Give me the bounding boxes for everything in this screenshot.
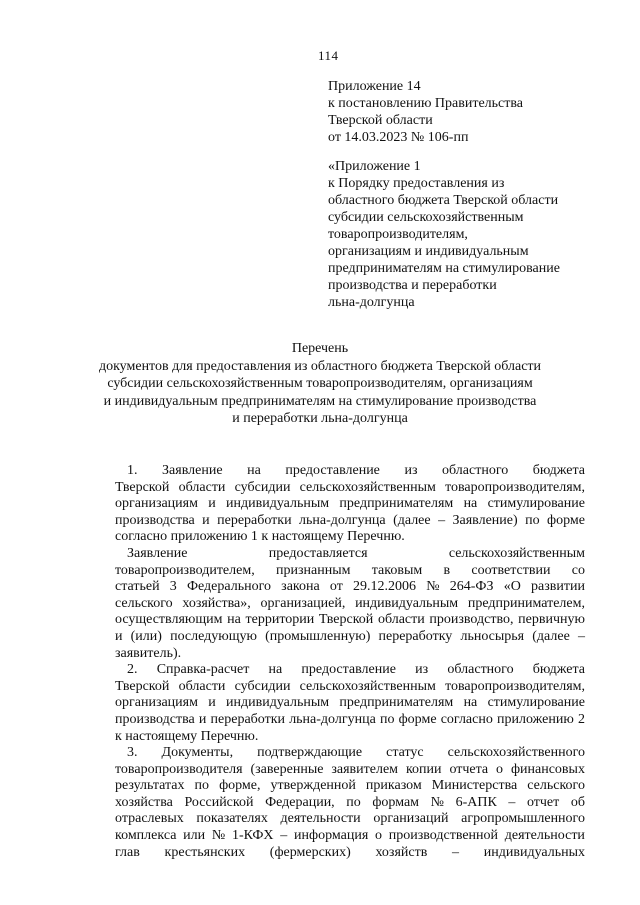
annex-inner-line: областного бюджета Тверской области <box>328 193 559 208</box>
annex-inner-line: предпринимателям на стимулирование <box>328 261 560 276</box>
annex-header <box>328 78 618 311</box>
body-line: Тверской области субсидии сельскохозяйственным товаропроизводителям, <box>115 678 585 694</box>
page-number: 114 <box>318 48 339 63</box>
annex-inner-line: «Приложение 1 <box>328 159 421 174</box>
body-line: результатах по форме, утвержденной приказом Министерства сельского <box>115 778 585 794</box>
body-line: товаропроизводителя (заверенные заявителем копии отчета о финансовых <box>115 761 585 777</box>
title-line: и переработки льна-долгунца <box>232 411 408 426</box>
title-line: и индивидуальным предпринимателям на стимулирование производства <box>103 393 537 409</box>
annex-inner-line: товаропроизводителям, <box>328 227 468 242</box>
body-line: к настоящему Перечню. <box>115 728 259 744</box>
annex-line: Тверской области <box>328 113 433 128</box>
body-line: 3. Документы, подтверждающие статус сельскохозяйственного <box>127 745 585 761</box>
title-line: документов для предоставления из областного бюджета Тверской области <box>98 358 542 374</box>
body-line: 2. Справка-расчет на предоставление из областного бюджета <box>127 662 585 678</box>
annex-inner-line: производства и переработки <box>328 278 497 293</box>
body-line: и (или) последующую (промышленную) переработку льносырья (далее – <box>115 628 585 644</box>
annex-inner-line: субсидии сельскохозяйственным <box>328 210 524 225</box>
body-line: комплекса или № 1-КФХ – информация о производственной деятельности <box>115 828 585 844</box>
document-title <box>60 340 580 428</box>
annex-inner-line: к Порядку предоставления из <box>328 176 505 191</box>
body-line: сельского хозяйства», организацией, индивидуальным предпринимателем, <box>115 595 585 611</box>
body-line: глав крестьянских (фермерских) хозяйств – индивидуальных <box>115 844 585 860</box>
title-line: субсидии сельскохозяйственным товаропроизводителям, организациям <box>107 376 533 391</box>
annex-inner-line: льна-долгунца <box>328 295 415 310</box>
annex-line: Приложение 14 <box>328 79 421 94</box>
title-line: Перечень <box>291 341 349 356</box>
body-line: отраслевых показателях деятельности организаций агропромышленного <box>115 811 585 827</box>
body-line: Заявление предоставляется сельскохозяйственным <box>127 545 585 561</box>
body-line: организациям и индивидуальным предпринимателям на стимулирование <box>115 496 585 512</box>
body-line: организациям и индивидуальным предпринимателям на стимулирование <box>115 695 585 711</box>
body-line: Тверской области субсидии сельскохозяйственным товаропроизводителям, <box>115 479 585 495</box>
annex-line: к постановлению Правительства <box>328 96 524 111</box>
annex-line: от 14.03.2023 № 106-пп <box>328 130 469 145</box>
body-line: согласно приложению 1 к настоящему Перечню. <box>115 529 405 545</box>
body-line: хозяйства Российской Федерации, по формам № 6-АПК – отчет об <box>115 794 585 810</box>
body-line: осуществляющим на территории Тверской области производство, первичную <box>115 612 585 628</box>
document-body <box>115 463 585 861</box>
body-line: товаропроизводителем, признанным таковым в соответствии со <box>115 562 585 578</box>
body-line: статьей 3 Федерального закона от 29.12.2006 № 264-ФЗ «О развитии <box>115 579 585 595</box>
body-line: производства и переработки льна-долгунца (далее – Заявление) по форме <box>115 512 585 528</box>
body-line: 1. Заявление на предоставление из областного бюджета <box>127 463 585 478</box>
annex-inner-line: организациям и индивидуальным <box>328 244 529 259</box>
body-line: заявитель). <box>115 645 182 661</box>
body-line: производства и переработки льна-долгунца по форме согласно приложению 2 <box>115 711 585 727</box>
